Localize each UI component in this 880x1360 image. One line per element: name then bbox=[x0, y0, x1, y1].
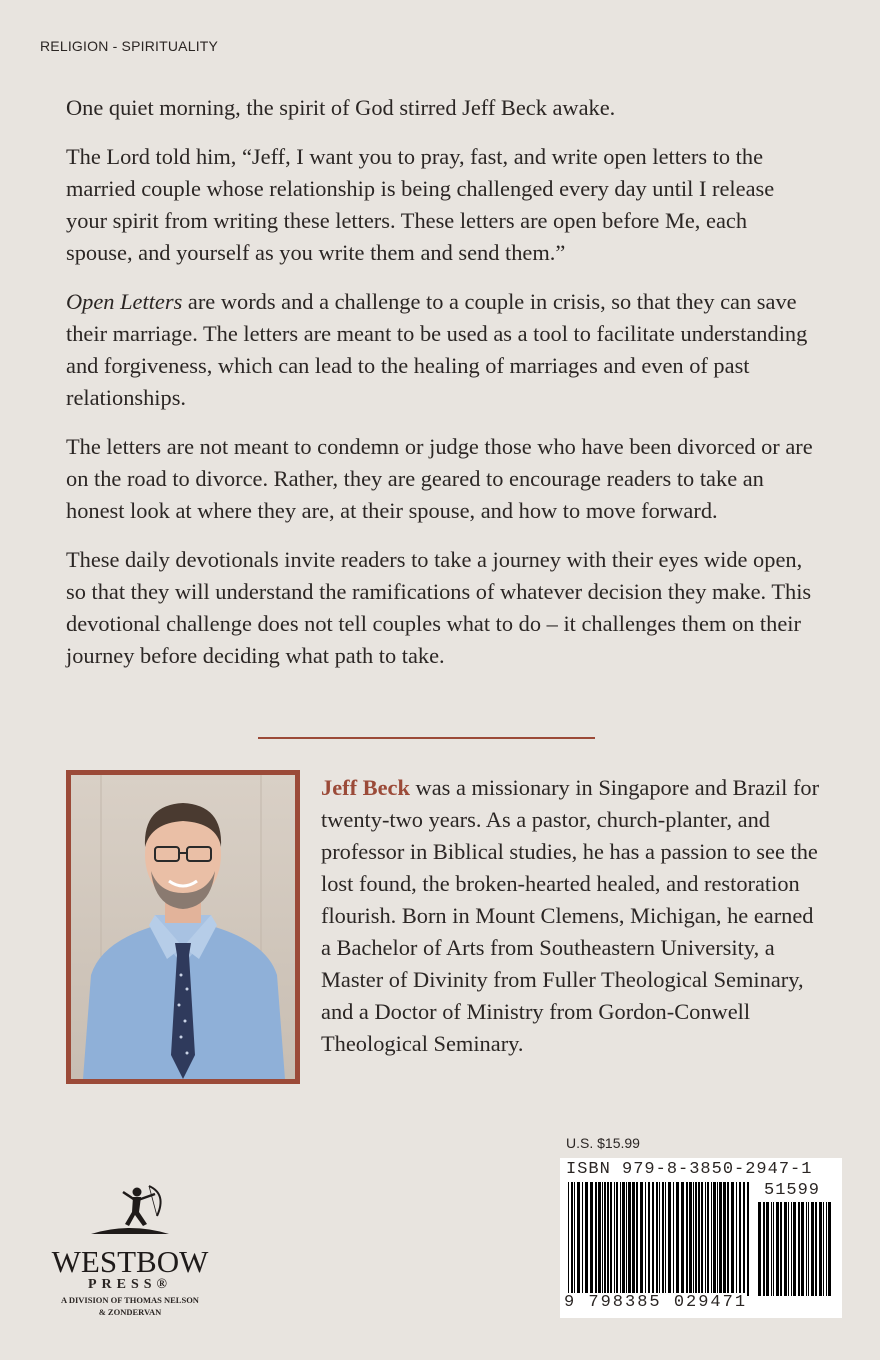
barcode-bar bbox=[771, 1202, 772, 1296]
blurb-paragraph-3-text: are words and a challenge to a couple in crisis, so that they can save their marriage. The letters are meant to be used as a tool to facilitate understanding and forgiveness, which can lead to the healing of marriages and even of past relationships. bbox=[66, 289, 808, 410]
barcode-bar bbox=[705, 1182, 706, 1296]
blurb-paragraph-2: The Lord told him, “Jeff, I want you to pray, fast, and write open letters to the married couple whose relationship is being challenged every day until I release your spirit from writing these letters. These letters are open before Me, each spouse, and yourself as you write them and send them.” bbox=[66, 144, 775, 265]
barcode-bar bbox=[568, 1182, 569, 1296]
barcode-bar bbox=[648, 1182, 650, 1296]
author-photo bbox=[71, 775, 295, 1079]
barcode-bar bbox=[571, 1182, 573, 1296]
author-bio bbox=[321, 772, 821, 1060]
barcode-bar bbox=[815, 1202, 817, 1296]
publisher-division-line-2: & ZONDERVAN bbox=[98, 1307, 162, 1317]
barcode-bar bbox=[665, 1182, 666, 1296]
barcode-bar bbox=[701, 1182, 703, 1296]
barcode-bar bbox=[823, 1202, 824, 1296]
barcode-bar bbox=[707, 1182, 709, 1296]
barcode-bar bbox=[616, 1182, 618, 1296]
barcode-bar bbox=[590, 1182, 593, 1296]
barcode-bar bbox=[662, 1182, 664, 1296]
barcode-bar bbox=[645, 1182, 646, 1296]
barcode-bar bbox=[604, 1182, 606, 1296]
barcode-bar bbox=[711, 1182, 712, 1296]
publisher-name: WESTBOW bbox=[51, 1244, 209, 1279]
barcode-bar bbox=[763, 1202, 765, 1296]
barcode-bar bbox=[626, 1182, 627, 1296]
barcode-bar bbox=[698, 1182, 700, 1296]
blurb-paragraph-5: These daily devotionals invite readers to take a journey with their eyes wide open, so that they will understand the ramifications of whatever decision they make. This devotional challenge does not tell couples what to do – it challenges them on their journey before deciding what path to take. bbox=[66, 547, 812, 668]
barcode-bar bbox=[826, 1202, 827, 1296]
barcode-bar bbox=[780, 1202, 782, 1296]
barcode-bar bbox=[776, 1202, 779, 1296]
barcode-bar bbox=[607, 1182, 609, 1296]
barcode-bar bbox=[656, 1182, 658, 1296]
blurb-paragraph-3 bbox=[66, 286, 818, 414]
barcode-bar bbox=[693, 1182, 694, 1296]
barcode-bar bbox=[640, 1182, 643, 1296]
publisher-press: PRESS® bbox=[87, 1277, 173, 1292]
blurb-paragraph-1: One quiet morning, the spirit of God stirred Jeff Beck awake. bbox=[66, 95, 616, 120]
barcode-bar bbox=[811, 1202, 814, 1296]
barcode-bar bbox=[828, 1202, 831, 1296]
author-bio-text: was a missionary in Singapore and Brazil for twenty-two years. As a pastor, church-planter, and professor in Biblical studies, he has a passion to see the lost found, the broken-hearted healed, and restoration flourish. Born in Mount Clemens, Michigan, he earned a Bachelor of Arts from Southeastern University, a Master of Divinity from Fuller Theological Seminary, and a Doctor of Ministry from Gordon-Conwell Theological Seminary. bbox=[321, 775, 820, 1056]
back-cover-blurb bbox=[66, 92, 818, 689]
archer-icon bbox=[85, 1182, 175, 1240]
barcode-bar bbox=[622, 1182, 625, 1296]
barcode-bar bbox=[689, 1182, 692, 1296]
barcode-bar bbox=[784, 1202, 787, 1296]
barcode-bar bbox=[659, 1182, 660, 1296]
barcode-bar bbox=[610, 1182, 612, 1296]
barcode-bar bbox=[808, 1202, 809, 1296]
isbn-number: ISBN 979-8-3850-2947-1 bbox=[566, 1160, 813, 1179]
barcode-bar bbox=[620, 1182, 621, 1296]
barcode-bar bbox=[632, 1182, 635, 1296]
isbn-barcode bbox=[560, 1158, 842, 1318]
barcode-bar bbox=[727, 1182, 729, 1296]
ean-digits: 9 798385 029471 bbox=[564, 1293, 748, 1312]
barcode-bar bbox=[743, 1182, 745, 1296]
barcode-bar bbox=[574, 1182, 575, 1296]
author-name: Jeff Beck bbox=[321, 775, 410, 800]
barcode-bar bbox=[595, 1182, 597, 1296]
barcode-bar bbox=[598, 1182, 601, 1296]
barcode-bar bbox=[676, 1182, 679, 1296]
barcode-bar bbox=[652, 1182, 654, 1296]
barcode-bar bbox=[602, 1182, 603, 1296]
price-addon-number: 51599 bbox=[764, 1181, 821, 1200]
section-divider bbox=[258, 737, 595, 739]
blurb-paragraph-4: The letters are not meant to condemn or judge those who have been divorced or are on the road to divorce. Rather, they are geared to encourage readers to take an honest look at where they are, at their spouse, and how to move forward. bbox=[66, 434, 813, 523]
barcode-bar bbox=[717, 1182, 718, 1296]
publisher-logo bbox=[30, 1182, 230, 1332]
addon-barcode-bars bbox=[756, 1202, 834, 1296]
ean-barcode-bars bbox=[566, 1182, 752, 1296]
barcode-bar bbox=[681, 1182, 684, 1296]
book-title: Open Letters bbox=[66, 289, 183, 314]
author-portrait-illustration bbox=[71, 775, 295, 1079]
barcode-bar bbox=[668, 1182, 671, 1296]
barcode-bar bbox=[739, 1182, 741, 1296]
barcode-bar bbox=[731, 1182, 734, 1296]
barcode-bar bbox=[582, 1182, 583, 1296]
barcode-bar bbox=[801, 1202, 804, 1296]
barcode-bar bbox=[773, 1202, 774, 1296]
barcode-bar bbox=[766, 1202, 769, 1296]
barcode-bar bbox=[719, 1182, 722, 1296]
barcode-bar bbox=[577, 1182, 580, 1296]
barcode-bar bbox=[793, 1202, 796, 1296]
barcode-bar bbox=[791, 1202, 792, 1296]
barcode-bar bbox=[673, 1182, 674, 1296]
barcode-bar bbox=[788, 1202, 789, 1296]
barcode-bar bbox=[747, 1182, 749, 1296]
barcode-bar bbox=[628, 1182, 631, 1296]
price-label: U.S. $15.99 bbox=[566, 1135, 640, 1151]
barcode-bar bbox=[723, 1182, 726, 1296]
author-photo-frame bbox=[66, 770, 300, 1084]
barcode-bar bbox=[819, 1202, 822, 1296]
barcode-bar bbox=[686, 1182, 688, 1296]
barcode-bar bbox=[614, 1182, 615, 1296]
barcode-bar bbox=[736, 1182, 737, 1296]
barcode-bar bbox=[798, 1202, 800, 1296]
barcode-bar bbox=[636, 1182, 638, 1296]
publisher-division-line-1: A DIVISION OF THOMAS NELSON bbox=[61, 1295, 199, 1305]
category-label: RELIGION - SPIRITUALITY bbox=[40, 38, 219, 54]
barcode-bar bbox=[713, 1182, 716, 1296]
barcode-bar bbox=[585, 1182, 588, 1296]
barcode-bar bbox=[806, 1202, 807, 1296]
barcode-bar bbox=[695, 1182, 697, 1296]
barcode-bar bbox=[758, 1202, 761, 1296]
